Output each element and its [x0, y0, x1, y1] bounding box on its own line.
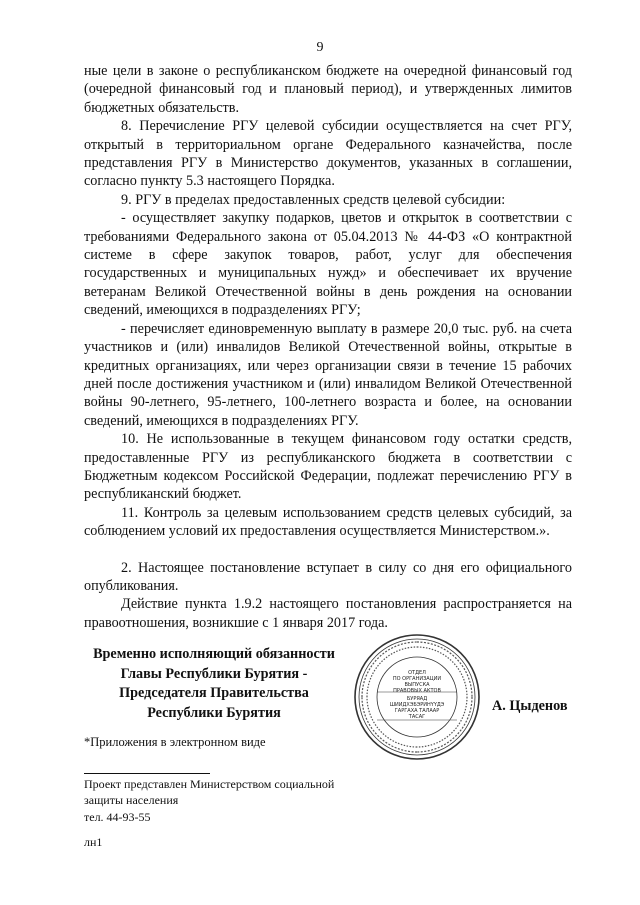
paragraph: - осуществляет закупку подарков, цветов и открыток в соответствии с требованиями Федерального закона от 05.04.2013 № 44-ФЗ «О контрактной системе в сфере закупок товаров, работ, услуг для обеспечения государственных и муниципальных нужд» и обеспечивает их вручение ветеранам Великой Отечественной войны в день рождения на основании сведений, имеющихся в подразделениях РГУ; — [84, 210, 572, 319]
signatory-line: Временно исполняющий обязанности — [93, 646, 335, 662]
signatory-line: Республики Бурятия — [147, 704, 281, 721]
seal-text: ПРАВОВЫХ АКТОВ — [393, 688, 441, 694]
footer-line: защиты населения — [84, 793, 179, 808]
appendix-note: *Приложения в электронном виде — [84, 735, 266, 749]
paragraph: ные цели в законе о республиканском бюджете на очередной финансовый год (очередной финансовый год и плановый период), и утвержденных лимитов бюджетных обязательств. — [84, 63, 572, 116]
signatory-line: Главы Республики Бурятия - — [120, 665, 308, 682]
paragraph: - перечисляет единовременную выплату в размере 20,0 тыс. руб. на счета участников и (или) инвалидов Великой Отечественной войны, открытые в кредитных организациях, или через организации связи в течение 15 рабочих дней после достижения участником и (или) инвалидом Великой Отечественной войны 90-летнего, 95-летнего, 100-летнего возраста и более, на основании сведений, имеющихся в подразделениях РГУ. — [84, 320, 572, 429]
footer-line: Проект представлен Министерством социальной — [84, 777, 335, 791]
paragraph: 11. Контроль за целевым использованием средств целевых субсидий, за соблюдением условий их предоставления осуществляется Министерством.». — [84, 504, 572, 540]
paragraph: 10. Не использованные в текущем финансовом году остатки средств, предоставленные РГУ из республиканского бюджета в соответствии с Бюджетным кодексом Российской Федерации, подлежат перечислению РГУ в республиканский бюджет. — [84, 431, 572, 503]
official-seal — [352, 632, 482, 762]
seal-text: БУРЯАД — [406, 696, 428, 702]
document-code: лн1 — [84, 835, 103, 849]
seal-text: ГАРГАХА ТАЛААР — [394, 708, 440, 714]
page-number: 9 — [316, 40, 324, 55]
signatory-title — [84, 645, 344, 723]
paragraph: 9. РГУ в пределах предоставленных средств целевой субсидии: — [121, 191, 506, 208]
paragraph: 8. Перечисление РГУ целевой субсидии осуществляется на счет РГУ, открытый в территориальном органе Федерального казначейства, после представления РГУ в Министерство документов, указанных в соглашении, согласно пункту 5.3 настоящего Порядка. — [84, 118, 572, 190]
document-body — [84, 62, 572, 632]
seal-text: ОТДЕЛ — [408, 670, 426, 676]
seal-text: ТАСАГ — [408, 714, 426, 720]
seal-text: ПО ОРГАНИЗАЦИИ — [392, 676, 442, 682]
footer-divider — [84, 773, 210, 774]
signatory-name: А. Цыденов — [492, 698, 568, 714]
seal-text: ШИИДХЭБЭРИНҮҮДЭ — [389, 702, 445, 708]
footer-notes — [84, 776, 384, 825]
paragraph: 2. Настоящее постановление вступает в силу со дня его официального опубликования. — [84, 559, 572, 594]
paragraph: Действие пункта 1.9.2 настоящего постановления распространяется на правоотношения, возникшие с 1 января 2017 года. — [84, 596, 572, 631]
footer-line: тел. 44-93-55 — [84, 809, 151, 824]
signatory-line: Председателя Правительства — [119, 685, 309, 701]
seal-text: ВЫПУСКА — [404, 682, 430, 688]
